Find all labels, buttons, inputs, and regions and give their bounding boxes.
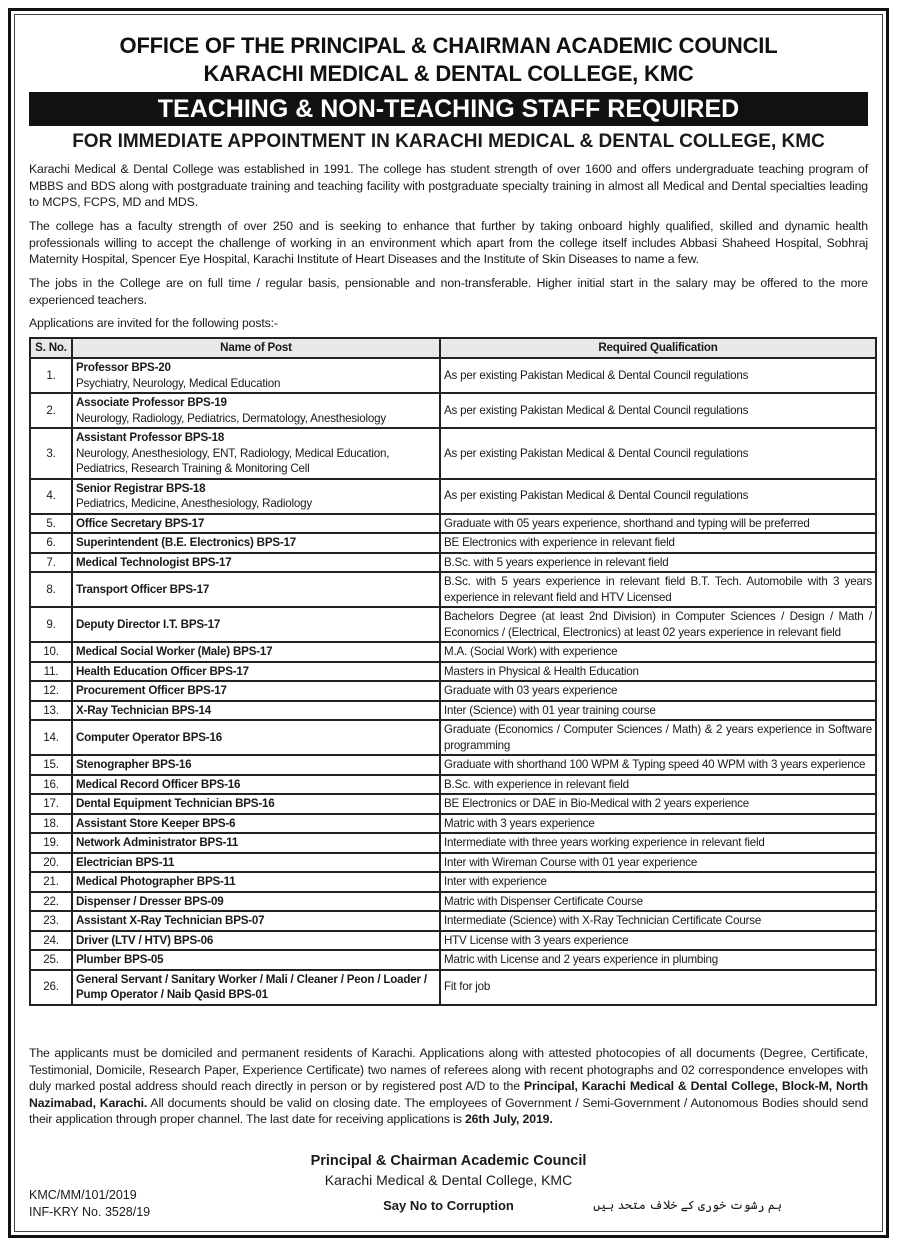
serial-number: 20. [30,853,72,873]
serial-number: 5. [30,514,72,534]
qualification: B.Sc. with experience in relevant field [440,775,876,795]
post-title: Procurement Officer BPS-17 [76,684,227,697]
serial-number: 14. [30,720,72,755]
table-row [30,642,876,662]
post-title: Transport Officer BPS-17 [76,582,210,596]
intro-paragraph-3: The jobs in the College are on full time / regular basis, pensionable and non-transferable. Higher initial start in the salary may be offered to the more experienced teachers. [29,276,868,307]
application-instructions [29,1045,868,1128]
serial-number: 17. [30,794,72,814]
table-row [30,533,876,553]
signatory-title: Principal & Chairman Academic Council [310,1153,587,1169]
qualification: BE Electronics or DAE in Bio-Medical with 2 years experience [440,794,876,814]
post-title: Computer Operator BPS-16 [76,730,222,744]
post-cell [72,775,440,795]
instructions-text-b: All documents should be valid on closing date. The employees of Government / Semi-Government / Autonomous Bodies should send their application through proper channel. The last date for receiving applications is [29,1095,869,1126]
post-title: Senior Registrar BPS-18 [76,481,206,495]
post-cell [72,681,440,701]
post-title: Dental Equipment Technician BPS-16 [76,797,275,810]
urdu-slogan: ہم رشوت خوری کے خلاف متحد ہیں [593,1198,782,1212]
qualification: Graduate with shorthand 100 WPM & Typing speed 40 WPM with 3 years experience [440,755,876,775]
post-specialties: Psychiatry, Neurology, Medical Education [76,376,281,390]
table-row [30,853,876,873]
serial-number: 23. [30,911,72,931]
qualification: Fit for job [440,970,876,1005]
post-cell [72,755,440,775]
header-sno: S. No. [30,338,72,358]
serial-number: 19. [30,833,72,853]
post-title: Plumber BPS-05 [76,953,164,966]
serial-number: 7. [30,553,72,573]
post-specialties: Neurology, Anesthesiology, ENT, Radiology, Medical Education, Pediatrics, Research Training & Monitoring Cell [76,446,390,475]
last-date: 26th July, 2019. [464,1112,553,1126]
table-row [30,607,876,642]
qualification: As per existing Pakistan Medical & Dental Council regulations [440,479,876,514]
table-row [30,911,876,931]
advertisement-border [8,8,889,1238]
ref-number-kmc: KMC/MM/101/2019 [29,1188,137,1202]
advertisement-content [14,14,883,1232]
table-row [30,931,876,951]
serial-number: 18. [30,814,72,834]
post-title: Assistant X-Ray Technician BPS-07 [76,914,265,927]
serial-number: 3. [30,428,72,479]
post-title: Network Administrator BPS-11 [76,836,239,849]
qualification: Matric with 3 years experience [440,814,876,834]
qualification: As per existing Pakistan Medical & Dental Council regulations [440,358,876,393]
table-row [30,479,876,514]
qualification: Intermediate (Science) with X-Ray Technician Certificate Course [440,911,876,931]
post-title: Associate Professor BPS-19 [76,396,227,409]
anti-corruption-slogan: Say No to Corruption [383,1198,514,1213]
post-cell [72,950,440,970]
table-row [30,872,876,892]
table-row [30,358,876,393]
post-cell [72,720,440,755]
post-title: Driver (LTV / HTV) BPS-06 [76,933,214,947]
post-title: Medical Technologist BPS-17 [76,555,232,569]
header-qualification: Required Qualification [440,338,876,358]
post-cell [72,393,440,428]
post-cell [72,794,440,814]
post-title: Health Education Officer BPS-17 [76,664,249,678]
post-cell [72,358,440,393]
post-cell [72,553,440,573]
serial-number: 9. [30,607,72,642]
post-cell [72,572,440,607]
qualification: B.Sc. with 5 years experience in relevant field [440,553,876,573]
post-title: X-Ray Technician BPS-14 [76,703,212,717]
post-specialties: Neurology, Radiology, Pediatrics, Dermatology, Anesthesiology [76,411,387,425]
post-cell [72,514,440,534]
serial-number: 13. [30,701,72,721]
table-row [30,662,876,682]
intro-paragraph-2: The college has a faculty strength of over 250 and is seeking to enhance that further by taking onboard highly qualified, skilled and dynamic health professionals willing to accept the challenge of working in an environment which apart from the college itself includes Abbasi Shaheed Hospital, Sobhraj Maternity Hospital, Spencer Eye Hospital, Karachi Institute of Heart Diseases and the Institute of Skin Diseases to name a few. [29,219,868,266]
table-row [30,755,876,775]
post-cell [72,479,440,514]
serial-number: 12. [30,681,72,701]
serial-number: 10. [30,642,72,662]
instructions-text-a: The applicants must be domiciled and permanent residents of Karachi. Applications along with attested photocopies of all documents (Degree, Certificate, Testimonial, Domicile, Research Paper, Experience Certificate) two names of referees along with recent photographs and 02 correspondence envelopes with duly marked postal address should reach directly in person or by registered post A/D to the [29,1046,868,1093]
serial-number: 15. [30,755,72,775]
qualification: Inter with experience [440,872,876,892]
header-post: Name of Post [72,338,440,358]
qualification: Masters in Physical & Health Education [440,662,876,682]
post-title: Medical Social Worker (Male) BPS-17 [76,645,273,658]
serial-number: 11. [30,662,72,682]
qualification: HTV License with 3 years experience [440,931,876,951]
post-title: Assistant Professor BPS-18 [76,431,225,444]
serial-number: 16. [30,775,72,795]
table-row [30,393,876,428]
post-title: Office Secretary BPS-17 [76,516,205,530]
serial-number: 26. [30,970,72,1005]
table-row [30,572,876,607]
post-cell [72,970,440,1005]
signatory-college: Karachi Medical & Dental College, KMC [324,1172,573,1188]
post-title: Dispenser / Dresser BPS-09 [76,894,224,908]
qualification: Bachelors Degree (at least 2nd Division) in Computer Sciences / Design / Math / Economics / (Electrical, Electronics) at least 02 years experience in relevant field [440,607,876,642]
qualification: Matric with License and 2 years experience in plumbing [440,950,876,970]
post-title: Electrician BPS-11 [76,855,175,869]
post-cell [72,931,440,951]
post-title: Deputy Director I.T. BPS-17 [76,617,221,631]
table-row [30,970,876,1005]
qualification: BE Electronics with experience in relevant field [440,533,876,553]
qualification: M.A. (Social Work) with experience [440,642,876,662]
post-cell [72,853,440,873]
post-cell [72,701,440,721]
post-title: Assistant Store Keeper BPS-6 [76,816,236,830]
posts-table [29,337,877,1006]
table-row [30,794,876,814]
table-row [30,950,876,970]
post-title: General Servant / Sanitary Worker / Mali / Cleaner / Peon / Loader / Pump Operator / Naib Qasid BPS-01 [76,972,427,1001]
post-cell [72,607,440,642]
appointment-subtitle: FOR IMMEDIATE APPOINTMENT IN KARACHI MEDICAL & DENTAL COLLEGE, KMC [72,131,825,152]
qualification: Graduate with 03 years experience [440,681,876,701]
serial-number: 22. [30,892,72,912]
table-row [30,720,876,755]
office-title: OFFICE OF THE PRINCIPAL & CHAIRMAN ACADEMIC COUNCIL [119,33,778,58]
serial-number: 25. [30,950,72,970]
post-cell [72,892,440,912]
post-title: Superintendent (B.E. Electronics) BPS-17 [76,536,297,549]
table-row [30,514,876,534]
post-title: Medical Record Officer BPS-16 [76,777,241,791]
post-cell [72,814,440,834]
qualification: As per existing Pakistan Medical & Dental Council regulations [440,393,876,428]
qualification: Intermediate with three years working experience in relevant field [440,833,876,853]
post-cell [72,662,440,682]
post-cell [72,642,440,662]
qualification: Graduate with 05 years experience, shorthand and typing will be preferred [440,514,876,534]
table-row [30,892,876,912]
table-row [30,814,876,834]
ref-number-inf: INF-KRY No. 3528/19 [29,1205,151,1219]
table-row [30,681,876,701]
post-cell [72,872,440,892]
post-specialties: Pediatrics, Medicine, Anesthesiology, Radiology [76,497,312,510]
table-row [30,701,876,721]
table-header-row [30,338,876,358]
qualification: Graduate (Economics / Computer Sciences / Math) & 2 years experience in Software programming [440,720,876,755]
serial-number: 24. [30,931,72,951]
serial-number: 21. [30,872,72,892]
table-row [30,553,876,573]
qualification: B.Sc. with 5 years experience in relevant field B.T. Tech. Automobile with 3 years experience in relevant field and HTV Licensed [440,572,876,607]
postal-address: Principal, Karachi Medical & Dental College, Block-M, North Nazimabad, Karachi. [29,1079,869,1110]
post-cell [72,833,440,853]
serial-number: 4. [30,479,72,514]
table-row [30,833,876,853]
serial-number: 6. [30,533,72,553]
post-title: Professor BPS-20 [76,361,171,374]
staff-required-banner: TEACHING & NON-TEACHING STAFF REQUIRED [29,92,868,126]
qualification: Matric with Dispenser Certificate Course [440,892,876,912]
post-cell [72,428,440,479]
intro-paragraph-1: Karachi Medical & Dental College was established in 1991. The college has student strength of over 1600 and offers undergraduate teaching program of MBBS and BDS along with postgraduate training and teaching facility with postgraduate specialty training in almost all Medical and Dental specialties leading to MCPS, FCPS, MD and MDS. [29,162,868,209]
qualification: Inter (Science) with 01 year training course [440,701,876,721]
college-title: KARACHI MEDICAL & DENTAL COLLEGE, KMC [203,61,694,86]
serial-number: 1. [30,358,72,393]
qualification: Inter with Wireman Course with 01 year experience [440,853,876,873]
post-cell [72,911,440,931]
table-row [30,428,876,479]
post-title: Stenographer BPS-16 [76,758,192,771]
post-cell [72,533,440,553]
serial-number: 8. [30,572,72,607]
qualification: As per existing Pakistan Medical & Dental Council regulations [440,428,876,479]
table-row [30,775,876,795]
serial-number: 2. [30,393,72,428]
intro-paragraph-4: Applications are invited for the following posts:- [29,316,278,330]
post-title: Medical Photographer BPS-11 [76,875,236,888]
